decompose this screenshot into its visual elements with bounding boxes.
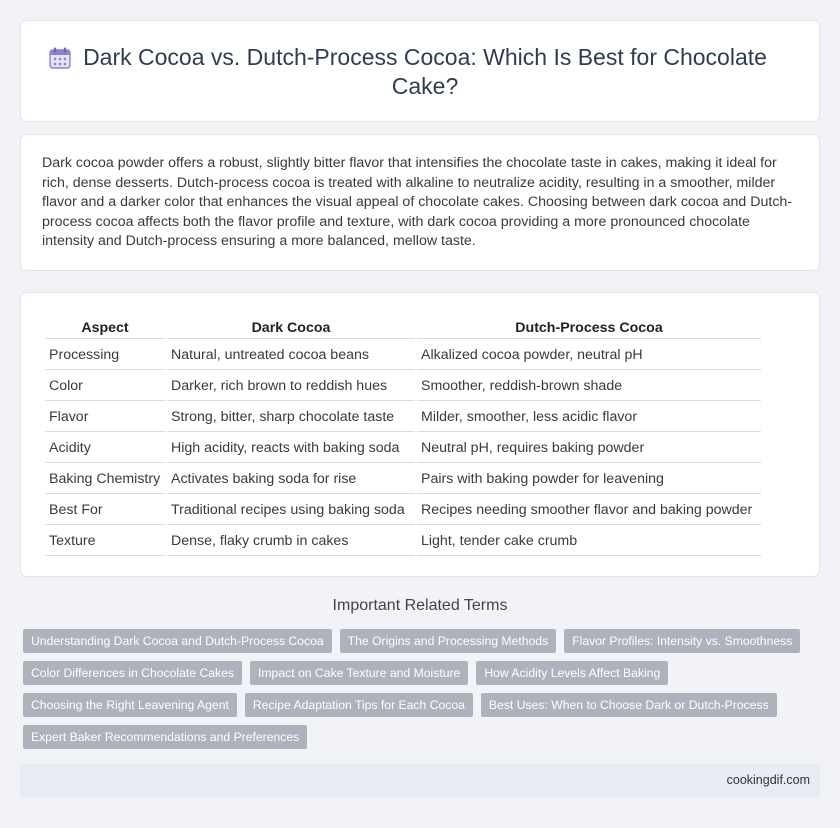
table-row	[45, 527, 761, 556]
related-term-tag[interactable]: Impact on Cake Texture and Moisture	[250, 661, 468, 685]
cell-dark-cocoa: Natural, untreated cocoa beans	[167, 341, 415, 370]
cell-dark-cocoa: High acidity, reacts with baking soda	[167, 434, 415, 463]
intro-card	[20, 134, 820, 271]
comparison-table	[43, 315, 763, 558]
cell-dark-cocoa: Strong, bitter, sharp chocolate taste	[167, 403, 415, 432]
related-term-tag[interactable]: Expert Baker Recommendations and Preferences	[23, 725, 307, 749]
cell-dutch-process: Pairs with baking powder for leavening	[417, 465, 761, 494]
related-term-tag[interactable]: Choosing the Right Leavening Agent	[23, 693, 237, 717]
title-card	[20, 20, 820, 122]
cell-dark-cocoa: Dense, flaky crumb in cakes	[167, 527, 415, 556]
cell-dutch-process: Neutral pH, requires baking powder	[417, 434, 761, 463]
cell-dark-cocoa: Darker, rich brown to reddish hues	[167, 372, 415, 401]
cell-aspect: Baking Chemistry	[45, 465, 165, 494]
cell-aspect: Acidity	[45, 434, 165, 463]
footer-site-link[interactable]: cookingdif.com	[726, 773, 810, 787]
table-row	[45, 372, 761, 401]
cell-dutch-process: Light, tender cake crumb	[417, 527, 761, 556]
cell-aspect: Color	[45, 372, 165, 401]
related-term-tag[interactable]: Color Differences in Chocolate Cakes	[23, 661, 242, 685]
cell-aspect: Processing	[45, 341, 165, 370]
header-dark-cocoa: Dark Cocoa	[167, 317, 415, 339]
related-term-tag[interactable]: The Origins and Processing Methods	[340, 629, 557, 653]
header-dutch-process: Dutch-Process Cocoa	[417, 317, 761, 339]
cell-aspect: Best For	[45, 496, 165, 525]
cell-dark-cocoa: Activates baking soda for rise	[167, 465, 415, 494]
table-row	[45, 341, 761, 370]
related-terms-title: Important Related Terms	[332, 597, 508, 614]
cell-dutch-process: Smoother, reddish-brown shade	[417, 372, 761, 401]
cell-dutch-process: Milder, smoother, less acidic flavor	[417, 403, 761, 432]
comparison-table-card	[20, 292, 820, 577]
related-term-tag[interactable]: How Acidity Levels Affect Baking	[476, 661, 668, 685]
table-row	[45, 496, 761, 525]
cell-aspect: Flavor	[45, 403, 165, 432]
cell-dark-cocoa: Traditional recipes using baking soda	[167, 496, 415, 525]
table-header-row	[45, 317, 761, 339]
footer	[20, 764, 820, 798]
cell-dutch-process: Recipes needing smoother flavor and baking powder	[417, 496, 761, 525]
table-row	[45, 434, 761, 463]
header-aspect: Aspect	[45, 317, 165, 339]
cell-aspect: Texture	[45, 527, 165, 556]
related-term-tag[interactable]: Understanding Dark Cocoa and Dutch-Process Cocoa	[23, 629, 332, 653]
intro-paragraph: Dark cocoa powder offers a robust, slightly bitter flavor that intensifies the chocolate taste in cakes, making it ideal for rich, dense desserts. Dutch-process cocoa is treated with alkaline to neutralize acidity, resulting in a smoother, milder flavor and a darker color that enhances the visual appeal of chocolate cakes. Choosing between dark cocoa and Dutch-process cocoa affects both the flavor profile and texture, with dark cocoa providing a more pronounced chocolate intensity and Dutch-process ensuring a more balanced, mellow taste.	[42, 155, 793, 250]
table-row	[45, 465, 761, 494]
related-terms-list	[23, 629, 803, 749]
related-term-tag[interactable]: Recipe Adaptation Tips for Each Cocoa	[245, 693, 473, 717]
cell-dutch-process: Alkalized cocoa powder, neutral pH	[417, 341, 761, 370]
page-title: Dark Cocoa vs. Dutch-Process Cocoa: Which Is Best for Chocolate Cake?	[83, 44, 767, 99]
related-term-tag[interactable]: Flavor Profiles: Intensity vs. Smoothness	[564, 629, 800, 653]
table-row	[45, 403, 761, 432]
related-term-tag[interactable]: Best Uses: When to Choose Dark or Dutch-Process	[481, 693, 777, 717]
